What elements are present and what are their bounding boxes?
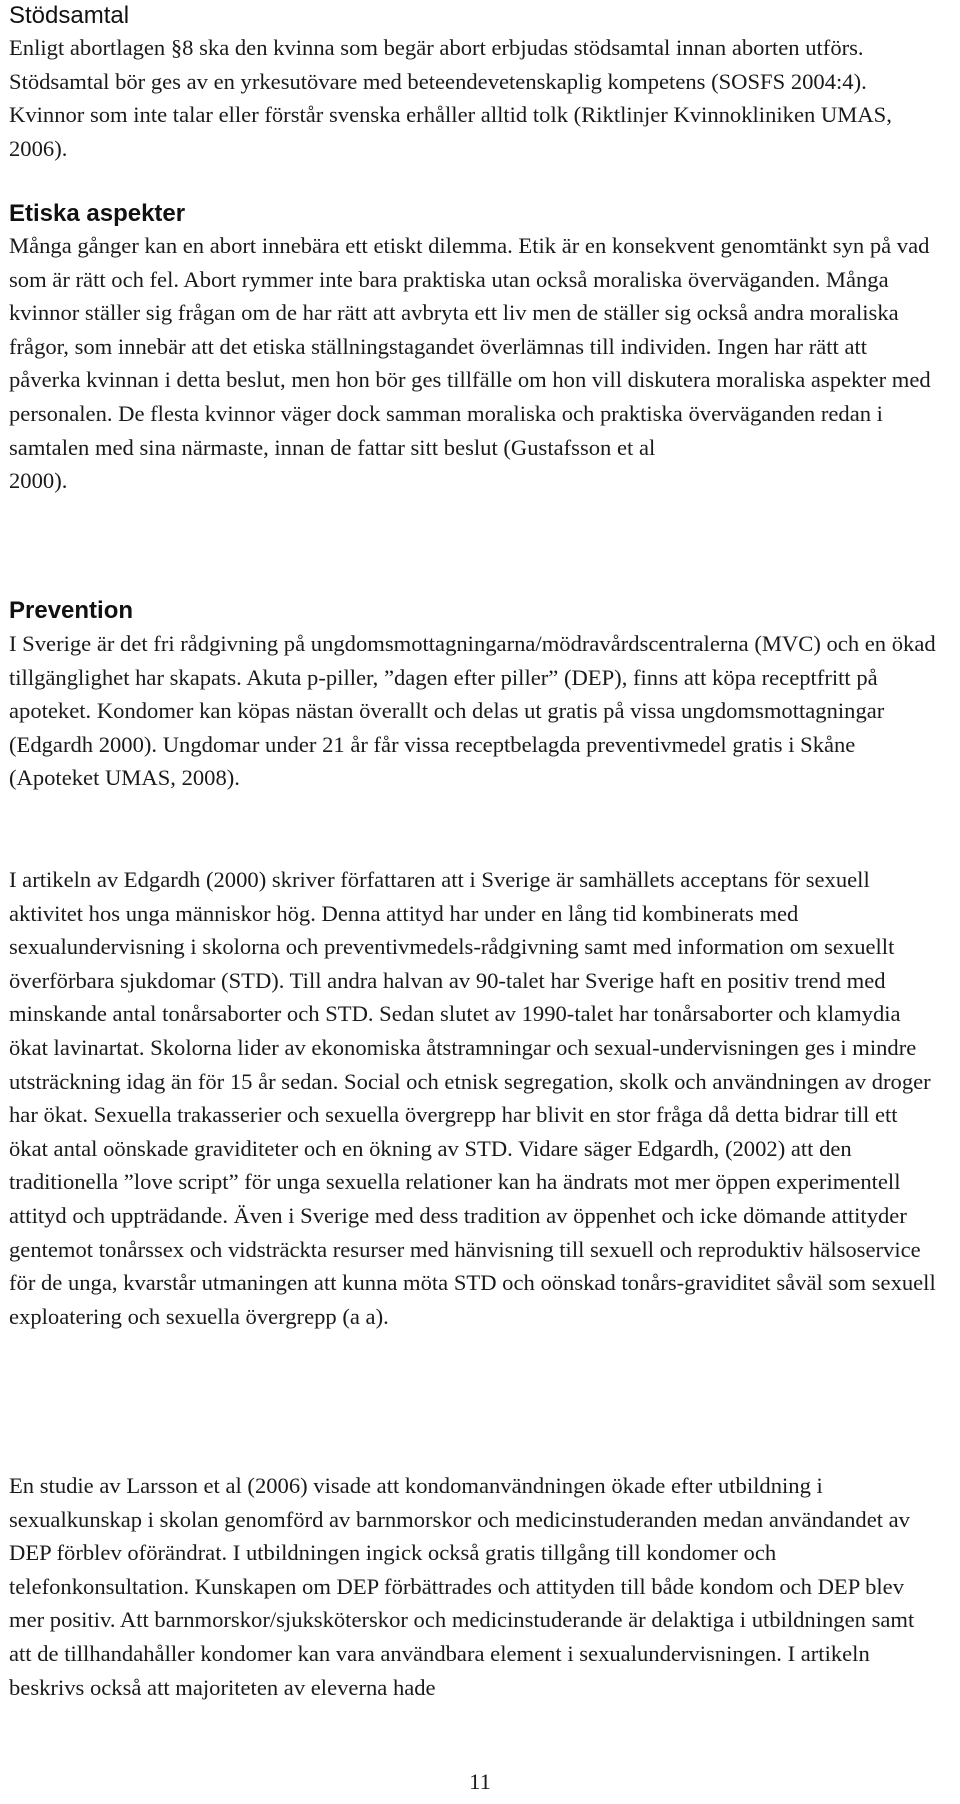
paragraph-etiska-aspekter: Många gånger kan en abort innebära ett etiskt dilemma. Etik är en konsekvent genomtänkt syn på vad som är rätt och fel. Abort rymmer inte bara praktiska utan också moraliska överväganden. Många kvinnor ställer sig frågan om de har rätt att avbryta ett liv men de ställer sig också andra moraliska frågor, som innebär att det etiska ställningstagandet överlämnas till individen. Ingen har rätt att påverka kvinnan i detta beslut, men hon bör ges tillfälle om hon vill diskutera moraliska aspekter med personalen. De flesta kvinnor väger dock samman moraliska och praktiska överväganden redan i samtalen med sina närmaste, innan de fattar sitt beslut (Gustafsson et al 2000).: [9, 233, 931, 494]
section-heading-stodsamtal: Stödsamtal: [9, 2, 130, 29]
paragraph-prevention: I Sverige är det fri rådgivning på ungdomsmottagningarna/mödravårdscentralerna (MVC) och en ökad tillgänglighet har skapats. Akuta p-piller, ”dagen efter piller” (DEP), finns att köpa receptfritt på apoteket. Kondomer kan köpas nästan överallt och delas ut gratis på vissa ungdomsmottagningar (Edgardh 2000). Ungdomar under 21 år får vissa receptbelagda preventivmedel gratis i Skåne (Apoteket UMAS, 2008).: [9, 631, 936, 791]
section-heading-prevention: Prevention: [9, 597, 134, 624]
section-heading-etiska-aspekter: Etiska aspekter: [9, 200, 186, 227]
paragraph-larsson: En studie av Larsson et al (2006) visade att kondomanvändningen ökade efter utbildning i sexualkunskap i skolan genomförd av barnmorskor och medicinstuderanden medan användandet av DEP förblev oförändrat. I utbildningen ingick också gratis tillgång till kondomer och telefonkonsultation. Kunskapen om DEP förbättrades och attityden till både kondom och DEP blev mer positiv. Att barnmorskor/sjuksköterskor och medicinstuderande är delaktiga i utbildningen samt att de tillhandahåller kondomer kan vara användbara element i sexualundervisningen. I artikeln beskrivs också att majoriteten av eleverna hade: [9, 1473, 915, 1700]
page-number: 11: [469, 1769, 491, 1794]
paragraph-edgardh: I artikeln av Edgardh (2000) skriver författaren att i Sverige är samhällets acceptans för sexuell aktivitet hos unga människor hög. Denna attityd har under en lång tid kombinerats med sexualundervisning i skolorna och preventivmedels-rådgivning samt med information om sexuellt överförbara sjukdomar (STD). Till andra halvan av 90-talet har Sverige haft en positiv trend med minskande antal tonårsaborter och STD. Sedan slutet av 1990-talet har tonårsaborter och klamydia ökat lavinartat. Skolorna lider av ekonomiska åtstramningar och sexual-undervisningen ges i mindre utsträckning idag än för 15 år sedan. Social och etnisk segregation, skolk och användningen av droger har ökat. Sexuella trakasserier och sexuella övergrepp har blivit en stor fråga då detta bidrar till ett ökat antal oönskade graviditeter och en ökning av STD. Vidare säger Edgardh, (2002) att den traditionella ”love script” för unga sexuella relationer kan ha ändrats mot mer öppen experimentell attityd och uppträdande. Även i Sverige med dess tradition av öppenhet och icke dömande attityder gentemot tonårssex och vidsträckta resurser med hänvisning till sexuell och reproduktiv hälsoservice för de unga, kvarstår utmaningen att kunna möta STD och oönskad tonårs-graviditet såväl som sexuell exploatering och sexuella övergrepp (a a).: [9, 867, 936, 1329]
paragraph-stodsamtal: Enligt abortlagen §8 ska den kvinna som begär abort erbjudas stödsamtal innan aborten utförs. Stödsamtal bör ges av en yrkesutövare med beteendevetenskaplig kompetens (SOSFS 2004:4). Kvinnor som inte talar eller förstår svenska erhåller alltid tolk (Riktlinjer Kvinnokliniken UMAS, 2006).: [9, 35, 892, 161]
